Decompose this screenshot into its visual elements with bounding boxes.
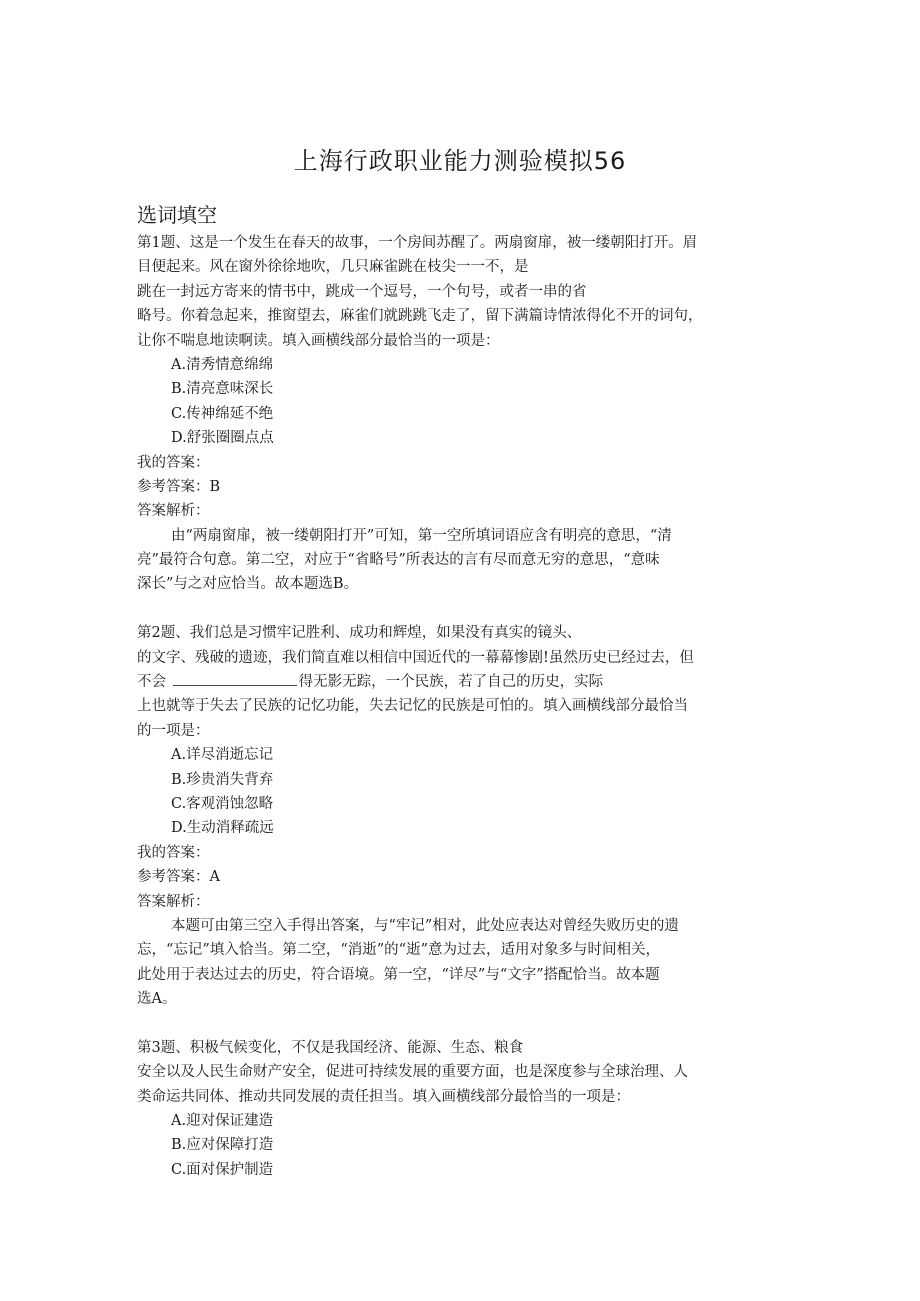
question-1-my-answer: 我的答案： bbox=[137, 454, 210, 471]
question-3-stem-line: 安全以及人民生命财产安全，促进可持续发展的重要方面，也是深度参与全球治理、人 bbox=[137, 1064, 688, 1081]
question-1 bbox=[137, 231, 797, 597]
question-2-analysis-line: 此处用于表达过去的历史，符合语境。第一空，“详尽”与“文字”搭配恰当。故本题 bbox=[137, 966, 660, 983]
question-1-option-c[interactable]: C.传神绵延不绝 bbox=[171, 405, 274, 422]
question-2-my-answer: 我的答案： bbox=[137, 844, 210, 861]
question-1-stem-line: 跳在一封远方寄来的情书中，跳成一个逗号，一个句号，或者一串的省 bbox=[137, 283, 587, 300]
question-1-option-a[interactable]: A.清秀情意绵绵 bbox=[171, 356, 274, 373]
question-2-analysis-line: 选A。 bbox=[137, 991, 177, 1008]
question-2-stem-line bbox=[137, 670, 797, 694]
question-2-stem-line: 的一项是： bbox=[137, 722, 210, 739]
question-1-stem-line: 第1题、这是一个发生在春天的故事，一个房间苏醒了。两扇窗扉，被一缕朝阳打开。眉 bbox=[137, 235, 698, 251]
spacer bbox=[137, 1012, 797, 1036]
question-1-reference-answer: 参考答案：B bbox=[137, 478, 221, 495]
question-2-reference-answer: 参考答案：A bbox=[137, 869, 220, 886]
question-2-option-d[interactable]: D.生动消释疏远 bbox=[171, 820, 274, 837]
question-2-stem-text: 不会 bbox=[137, 674, 166, 691]
question-3-option-a[interactable]: A.迎对保证建造 bbox=[171, 1113, 274, 1130]
question-2-analysis-line: 本题可由第三空入手得出答案，与“牢记”相对，此处应表达对曾经失败历史的遗 bbox=[171, 917, 679, 934]
question-2-stem-line: 的文字、残破的遗迹，我们简直难以相信中国近代的一幕幕惨剧!虽然历史已经过去，但 bbox=[137, 649, 694, 666]
question-2-option-c[interactable]: C.客观消蚀忽略 bbox=[171, 795, 274, 812]
question-1-stem-line: 让你不喘息地读啊读。填入画横线部分最恰当的一项是： bbox=[137, 332, 500, 349]
page-title: 上海行政职业能力测验模拟56 bbox=[293, 147, 627, 175]
section-heading: 选词填空 bbox=[137, 203, 217, 227]
question-1-analysis-label: 答案解析： bbox=[137, 503, 210, 520]
question-2-stem-line: 上也就等于失去了民族的记忆功能，失去记忆的民族是可怕的。填入画横线部分最恰当 bbox=[137, 698, 688, 715]
question-3-stem-line: 第3题、积极气候变化，不仅是我国经济、能源、生态、粮食 bbox=[137, 1039, 524, 1056]
question-1-option-d[interactable]: D.舒张圈圈点点 bbox=[171, 430, 274, 447]
question-1-analysis-line: 深长”与之对应恰当。故本题选B。 bbox=[137, 576, 359, 593]
question-3-option-b[interactable]: B.应对保障打造 bbox=[171, 1137, 274, 1154]
fill-blank bbox=[173, 670, 297, 686]
question-2-stem-text: 得无影无踪，一个民族，若了自己的历史，实际 bbox=[298, 674, 604, 691]
question-1-stem-line: 略号。你着急起来，推窗望去，麻雀们就跳跳飞走了，留下满篇诗情浓得化不开的词句， bbox=[137, 308, 703, 325]
question-2-analysis-label: 答案解析： bbox=[137, 893, 210, 910]
question-2-option-a[interactable]: A.详尽消逝忘记 bbox=[171, 747, 274, 764]
question-1-analysis-line: 亮”最符合句意。第二空，对应于“省略号”所表达的言有尽而意无穷的意思，“意味 bbox=[137, 552, 660, 569]
question-1-stem-line: 目便起来。风在窗外徐徐地吹，几只麻雀跳在枝尖一一不，是 bbox=[137, 259, 529, 276]
question-1-analysis-line: 由“两扇窗扉，被一缕朝阳打开”可知，第一空所填词语应含有明亮的意思，“清 bbox=[171, 527, 672, 544]
question-2-stem-line: 第2题、我们总是习惯牢记胜利、成功和辉煌，如果没有真实的镜头、 bbox=[137, 625, 582, 642]
question-2-option-b[interactable]: B.珍贵消失背弃 bbox=[171, 771, 274, 788]
spacer bbox=[137, 597, 797, 621]
question-2 bbox=[137, 621, 797, 1011]
question-2-analysis-line: 忘，“忘记”填入恰当。第二空，“消逝”的“逝”意为过去，适用对象多与时间相关， bbox=[137, 942, 660, 959]
question-3-stem-line: 类命运共同体、推动共同发展的责任担当。填入画横线部分最恰当的一项是： bbox=[137, 1088, 630, 1105]
question-1-option-b[interactable]: B.清亮意味深长 bbox=[171, 381, 274, 398]
question-3 bbox=[137, 1036, 797, 1182]
question-list bbox=[137, 231, 797, 1182]
question-3-option-c[interactable]: C.面对保护制造 bbox=[171, 1161, 274, 1178]
